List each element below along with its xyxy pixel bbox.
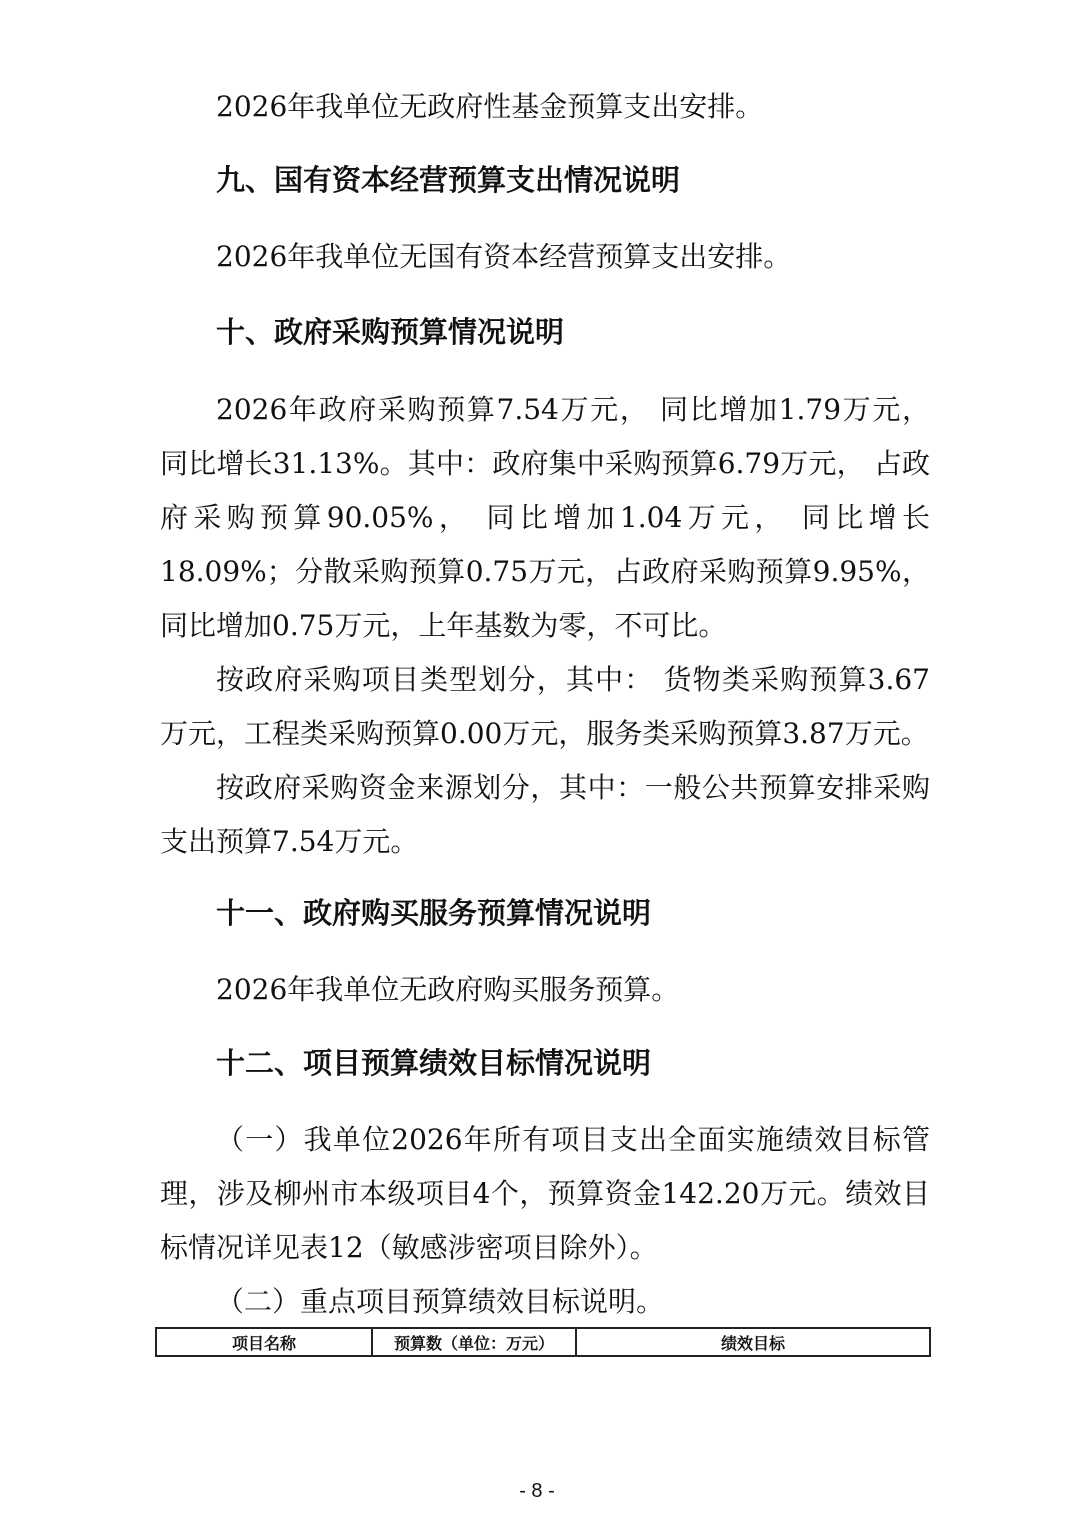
paragraph-procurement-by-source: 按政府采购资金来源划分，其中：一般公共预算安排采购支出预算7.54万元。 (160, 771, 930, 858)
paragraph-key-project-targets: （二）重点项目预算绩效目标说明。 (216, 1285, 665, 1318)
section-heading-9: 九、国有资本经营预算支出情况说明 (216, 163, 681, 197)
paragraph-procurement-budget: 2026年政府采购预算7.54万元， 同比增加1.79万元， 同比增长31.13%。其中：政府集中采购预算6.79万元， 占政府采购预算90.05%， 同比增加1.04万元， 同比增长18.09%；分散采购预算0.75万元，占政府采购预算9.95%，同比增加0.75万元，上年基数为零，不可比。 (160, 393, 930, 642)
section-heading-11: 十一、政府购买服务预算情况说明 (216, 896, 652, 930)
paragraph-performance-targets: （一）我单位2026年所有项目支出全面实施绩效目标管理，涉及柳州市本级项目4个，预算资金142.20万元。绩效目标情况详见表12（敏感涉密项目除外）。 (160, 1123, 930, 1264)
section-heading-10: 十、政府采购预算情况说明 (216, 315, 565, 349)
paragraph-state-capital: 2026年我单位无国有资本经营预算支出安排。 (216, 240, 792, 273)
page-number: - 8 - (519, 1480, 555, 1502)
paragraph-procurement-by-type: 按政府采购项目类型划分，其中： 货物类采购预算3.67万元，工程类采购预算0.00万元，服务类采购预算3.87万元。 (160, 663, 930, 750)
column-header-performance-target: 绩效目标 (576, 1328, 930, 1356)
performance-target-table (155, 1327, 931, 1357)
table-header-row (156, 1328, 930, 1356)
paragraph-purchase-services: 2026年我单位无政府购买服务预算。 (216, 973, 680, 1006)
paragraph-gov-fund: 2026年我单位无政府性基金预算支出安排。 (216, 90, 764, 123)
column-header-budget-amount: 预算数（单位：万元） (372, 1328, 576, 1356)
section-heading-12: 十二、项目预算绩效目标情况说明 (216, 1046, 652, 1080)
column-header-project-name: 项目名称 (156, 1328, 372, 1356)
